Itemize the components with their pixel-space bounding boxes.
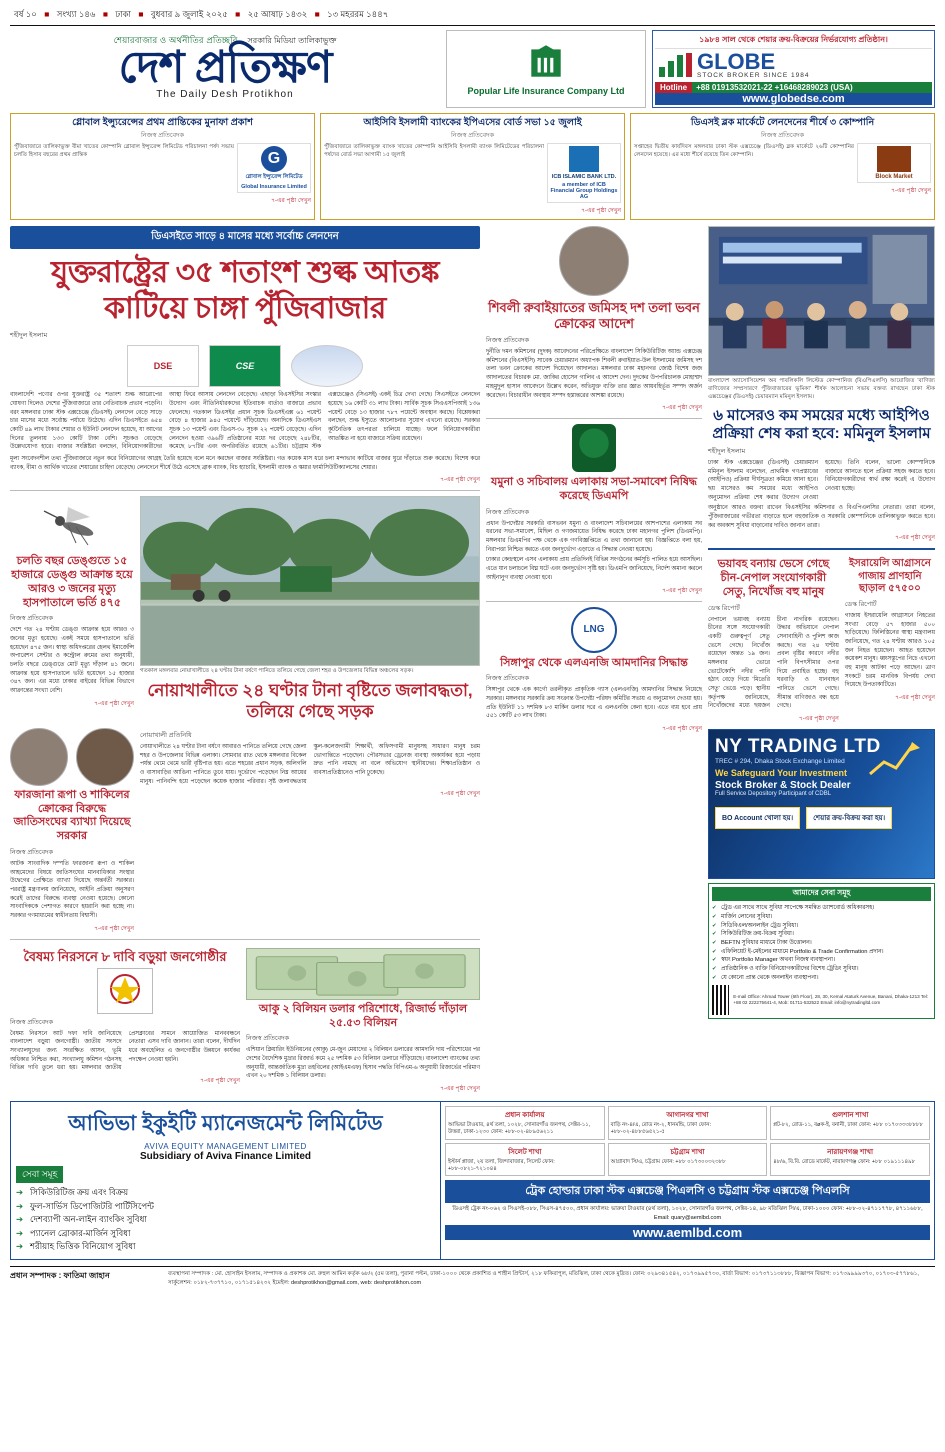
lng-more-link[interactable]: ৭-এর পৃষ্ঠা দেখুন [662,726,702,733]
lead-body: বাংলাদেশি পণ্যের ওপর যুক্তরাষ্ট্র ৩৫ শতাংশ শুল্ক আরোপের ঘোষণা দিলেও দেশের পুঁজিবাজারে তার নেতিবাচক প্রভাব পড়েনি। বরং মঙ্গলবার ঢাকা স্টক এক্সচেঞ্জে (ডিএসই) লেনদেন বেড়ে সাড়ে চার মাসের মধ্যে সর্বোচ্চ পর্যায়ে উঠেছে। এদিন ডিএসইতে ৬৫৪ কোটি ৪৯ লাখ টাকার শেয়ার ও ইউনিট লেনদেন হয়েছে, যা আগের দিনের তুলনায় ১৩৩ কোটি টাকা বেশি। সূচকও বেড়েছে উল্লেখযোগ্য হারে। বাজার সংশ্লিষ্টরা বলছেন, বিনিয়োগকারীদের আস্থা ফিরে আসায় লেনদেন বেড়েছে। এছাড়া বিএসইসির সংস্কার উদ্যোগ এবং নীতিনির্ধারকদের ইতিবাচক বার্তাও বাজারে প্রভাব ফেলেছে। গতকাল ডিএসইর প্রধান সূচক ডিএসইএক্স ৬১ পয়েন্ট বেড়ে ৪ হাজার ৯৪৫ পয়েন্টে দাঁড়িয়েছে। অন্যদিকে ডিএসইএস সূচক ১৩ পয়েন্ট এবং ডিএস-৩০ সূচক ২২ পয়েন্ট বেড়েছে। এদিন লেনদেন হওয়া ৩৯৬টি প্রতিষ্ঠানের মধ্যে দর বেড়েছে ২৪৮টির, কমেছে ৮৭টির এবং অপরিবর্তিত রয়েছে ৬১টির। চট্টগ্রাম স্টক এক্সচেঞ্জেও (সিএসই) একই চিত্র দেখা গেছে। সিএসইতে লেনদেন হয়েছে ১৬ কোটি ৩১ লাখ টাকা। সার্বিক সূচক সিএএসপিআই ১৩৬ পয়েন্ট বেড়ে ১৩ হাজার ৭৮৭ পয়েন্টে অবস্থান করছে। বিশ্লেষকরা বলছেন, শুল্ক ইস্যুতে আলোচনার সুযোগ এখনো রয়েছে। সরকার কূটনৈতিক তৎপরতা চালিয়ে যাচ্ছে। ফলে বিনিয়োগকারীরা আতঙ্কিত না হয়ে বাজারে সক্রিয় রয়েছেন। [10,392,480,451]
ad-ny-address: E-mail Office: Ahmad Tower (6th Floor), 28, 30, Kemal Ataturk Avenue, Banani, Dhaka-1213 Tel: +88 02 222275641-4, Mob: 01711-532522 Email: info@nytradingltd.com [733,993,929,1006]
branch-name: আগানগর শাখা [666,1112,709,1120]
branch-address: ইস্টার্ন প্লাজা, ২য় তলা, জিন্দাবাজার, সিলেট ফোন: +৮৮-০৮২১-৭২১০৪৪ [448,1158,555,1172]
branch-address: আগ্রাবাদ সি/এ, চট্টগ্রাম ফোন: +৮৮ ০১৭৩০০৩২৩৮৮ [610,1158,726,1165]
mosquito-svg-icon [32,499,112,549]
lead-byline: শহীদুল ইসলাম [10,332,48,340]
branch-address: বাড়ি নং-৪/এ, রোড নং-২, ধানমন্ডি, ঢাকা ফোন: +৮৮-০২-৪৮৮৫৬৫২১-৫ [610,1122,712,1136]
page-title: দেশ প্রতিক্ষণ [118,43,332,92]
sep-3: ■ [138,9,144,19]
lead-headline: যুক্তরাষ্ট্রের ৩৫ শতাংশ শুল্ক আতঙ্ক কাটিয়ে চাঙ্গা পুঁজিবাজার [50,256,439,325]
branch-name: চট্টগ্রাম শাখা [670,1148,705,1156]
bar-chart-icon [659,53,693,77]
reserve-more-link[interactable]: ৭-এর পৃষ্ঠা দেখুন [440,1086,480,1093]
lng-headline: সিঙ্গাপুর থেকে এলএনজি আমদানির সিদ্ধান্ত [500,656,688,669]
issue-line [10,6,935,26]
women-more-link[interactable]: ৭-এর পৃষ্ঠা দেখুন [94,925,134,932]
demand-headline: বৈষম্য নিরসনে ৮ দাবি বড়ুয়া জনগোষ্ঠীর [23,948,227,964]
gaza-body: গাজায় ইসরায়েলি আগ্রাসনে নিহতের সংখ্যা বেড়ে ৫৭ হাজার ৫০০ ছাড়িয়েছে। ফিলিস্তিনের স্বাস্থ্য মন্ত্রণালয় জানিয়েছে, গত ২৪ ঘণ্টায় আরও ১০৫ জন নিহত হয়েছেন। আহত হয়েছেন কয়েকশ মানুষ। ধ্বংসস্তূপের নিচে এখনো বহু মানুষ আটকা পড়ে আছেন। ত্রাণ সংকটে চরম মানবিক বিপর্যয় দেখা দিয়েছে উপত্যকাটিতে। [844,612,935,689]
global-insurance-name-en: Global Insurance Limited [241,184,307,191]
flood-nepal-byline: ডেস্ক রিপোর্ট [708,604,740,612]
lead-body-2: মূল্য সংবেদনশীল তথ্য পুঁজিবাজারে নতুন করে বিনিয়োগের আগ্রহ তৈরি হয়েছে বলে মনে করছেন বাজার সংশ্লিষ্টরা। গত কয়েক মাস ধরে চলা মন্দাভাব কাটিয়ে বাজার ঘুরে দাঁড়াতে শুরু করেছে। বিশেষ করে ব্যাংক, বীমা ও আর্থিক খাতের শেয়ারের চাহিদা বেড়েছে। লেনদেনে শীর্ষে উঠে এসেছে ব্রাক ব্যাংক, বিচ হ্যাচারি, ইসলামী ব্যাংক ও স্কয়ার ফার্মাসিউটিক্যালসের শেয়ার। [10,455,480,471]
column-left [10,226,480,1094]
divider [486,601,702,602]
lng-body: সিঙ্গাপুর থেকে এক কার্গো তরলীকৃত প্রাকৃতিক গ্যাস (এলএনজি) আমদানির সিদ্ধান্ত নিয়েছে সরকার। মঙ্গলবার সরকারি ক্রয় সংক্রান্ত উপদেষ্টা পরিষদ কমিটির সভায় এ অনুমোদন দেওয়া হয়। প্রতি ইউনিট ১১ দশমিক ৮৩ মার্কিন ডলার দরে এ এলএনজি কেনা হবে। এতে ব্যয় হবে প্রায় ৫৫১ কোটি ৫৩ লাখ টাকা। [486,687,702,720]
branch-address: ৪৮/৬, বি.বি. রোডে মার্কেট, নারায়ণগঞ্জ ফোন: +৮৮ ০১৯১১১৪৯৮ [773,1158,916,1165]
icb-bank-member-note: a member of ICB Financial Group Holdings AG [550,182,618,201]
issue-number: সংখ্যা ১৪৬ [56,9,96,19]
dengue-more-link[interactable]: ৭-এর পৃষ্ঠা দেখুন [94,700,134,707]
shibli-body: দুর্নীতি দমন কমিশনের (দুদক) আবেদনের পরিপ্রেক্ষিতে বাংলাদেশ সিকিউরিটিজ অ্যান্ড এক্সচেঞ্জ কমিশনের (বিএসইসি) সাবেক চেয়ারম্যান অধ্যাপক শিবলী রুবাইয়াত-উল ইসলামের জমিসহ দশ তলা ভবন ক্রোকের আদেশ দিয়েছেন আদালত। মঙ্গলবার ঢাকা মহানগর জ্যেষ্ঠ বিশেষ জজ আদালতের বিচারক মো. জাকির হোসেন গালিব এ আদেশ দেন। দুদকের উপপরিচালক মোহাম্মদ মাহমুদুল হাসান আবেদনে উল্লেখ করেন, অভিযুক্ত ব্যক্তি তার জ্ঞাত আয়বহির্ভূত সম্পদ অর্জন করেছেন। বিচারাধীন অবস্থায় সম্পদ হস্তান্তরের আশঙ্কা রয়েছে। [486,349,702,399]
lng-byline: নিজস্ব প্রতিবেদক [486,675,530,683]
column-middle [486,226,702,1094]
shibli-headline: শিবলী রুবাইয়াতের জমিসহ দশ তলা ভবন ক্রোকের আদেশ [488,300,700,332]
brief-headline: গ্লোবাল ইন্স্যুরেন্সের প্রথম প্রান্তিকের মুনাফা প্রকাশ [72,116,253,128]
main-content [10,226,935,1094]
icb-square-icon [569,146,599,172]
editor-line: প্রধান সম্পাদক : ফাতিমা জাহান [10,1270,110,1280]
dollar-notes-art [247,949,479,999]
divider [10,939,480,940]
brief-body: পুঁজিবাজারে তালিকাভুক্ত বীমা খাতের কোম্পানি গ্লোবাল ইন্স্যুরেন্স লিমিটেড পরিচালনা পর্ষদ সভায় চলতি হিসাব বছরের প্রথম প্রান্তিক [14,144,234,159]
demand-body: বৈষম্য নিরসনে আট দফা দাবি জানিয়েছে বাংলাদেশ বড়ুয়া জনগোষ্ঠী। জাতীয় সংসদে সংখ্যালঘুদের জন্য সংরক্ষিত আসন, ভূমি অধিকার নিশ্চিত করা, সংখ্যালঘু কমিশন গঠনসহ বিভিন্ন দাবি তুলে ধরা হয়। মঙ্গলবার জাতীয় প্রেসক্লাবের সামনে আয়োজিত মানববন্ধনে নেতারা এসব দাবি জানান। তারা বলেন, দীর্ঘদিন ধরে অবহেলিত এ জনগোষ্ঠীর উন্নয়নে কার্যকর পদক্ষেপ নেওয়া হয়নি। [10,1030,240,1072]
flood-photo-caption: গতকাল মঙ্গলবার নোয়াখালীতে ২৪ ঘণ্টার টানা বর্ষণে পানিতে তলিয়ে গেছে জেলা শহর ও উপজেলার বিভিন্ন অঞ্চলের সড়ক। [140,668,414,675]
reserve-article [246,945,480,1094]
ad-aviva-subtitle: Subsidiary of Aviva Finance Limited [140,1151,311,1163]
dmp-body-2: ঢাকার কেন্দ্রস্থলে এসব এলাকায় প্রায় প্রতিদিনই বিভিন্ন সংগঠনের কর্মসূচি পালিত হয়ে আসছিল। এতে যান চলাচলে বিঘ্ন ঘটে এবং জনদুর্ভোগ সৃষ্টি হয়। ডিএমপি জানিয়েছে, নির্দেশ অমান্য করলে আইনানুগ ব্যবস্থা নেওয়া হবে। [486,557,702,581]
brief-byline: নিজস্ব প্রতিবেদক [140,132,185,140]
divider [486,418,702,419]
ad-globe-securities[interactable] [652,30,935,108]
ad-popular-life[interactable] [446,30,646,108]
ad-aviva-trec-bar: ট্রেক হোল্ডার ঢাকা স্টক এক্সচেঞ্জ পিএলসি ও চট্টগ্রাম স্টক এক্সচেঞ্জ পিএলসি [445,1180,930,1203]
service-item: ✔ সিডিবিএল/অনলাইন ট্রেড সুবিধা। [712,922,931,931]
service-item: ➔ ফুল-সার্ভিস ডিপোজিটরি পার্টিসিপেন্ট [16,1200,435,1214]
branch-item [608,1106,768,1140]
ad-ny-role: Stock Broker & Stock Dealer [715,780,851,792]
ipo-body: ঢাকা স্টক এক্সচেঞ্জের (ডিএসই) চেয়ারম্যান মমিনুল ইসলাম বলেছেন, প্রাথমিক গণপ্রস্তাবের (আইপিও) প্রক্রিয়া দীর্ঘসূত্রতা কমিয়ে আনা হবে। ছয় মাসেরও কম সময়ের মধ্যে আইপিও অনুমোদন প্রক্রিয়া শেষ করার উদ্যোগ নেওয়া হয়েছে। তিনি বলেন, ভালো কোম্পানিকে বাজারে আনতে হলে প্রক্রিয়া সহজ করতে হবে। বিনিয়োগকারীদের স্বার্থ রক্ষা করেই এ উদ্যোগ নেওয়া হচ্ছে। [708,459,935,501]
sep-2: ■ [102,9,108,19]
branch-address: প্লট-৮২, রোড-১১, বøক-ই, বনানী, ঢাকা ফোন: +৮৮ ০১৭০৩৩৩৮৮৮৮ [773,1122,923,1129]
branch-item [770,1106,930,1140]
ad-globe-hotline-value: +88 01913532021-22 +16468289023 (USA) [696,82,853,92]
service-item: ✔ স্বয়ং Portfolio Manager অথবা নিজস্ব ব্যবস্থাপনা। [712,956,931,965]
issue-date-bs: ২৫ আষাঢ় ১৪৩২ [247,9,308,19]
branch-item [445,1106,605,1140]
masthead-tagline: শেয়ারবাজার ও অর্থনীতির প্রতিচ্ছবি [113,35,238,45]
block-market-icon [877,146,911,172]
issue-place: ঢাকা [115,9,132,19]
brief-body: পুঁজিবাজারে তালিকাভুক্ত ব্যাংক খাতের কোম্পানি আইসিবি ইসলামী ব্যাংক লিমিটেডের পরিচালনা পর্ষদের বোর্ড সভা আগামী ১৫ জুলাই [324,144,544,159]
demand-more-link[interactable]: ৭-এর পৃষ্ঠা দেখুন [200,1078,240,1085]
global-insurance-letter-icon: G [261,146,287,172]
service-item: ✔ সিকিউরিটিজ ক্রয়-বিক্রয় সুবিধা। [712,930,931,939]
gaza-headline: ইসরায়েলি আগ্রাসনে গাজায় প্রাণহানি ছাড়াল ৫৭৫০০ [848,558,931,595]
icb-bank-name: ICB ISLAMIC BANK LTD. [551,174,617,181]
demand-byline: নিজস্ব প্রতিবেদক [10,1018,54,1026]
conference-caption: বাংলাদেশ অ্যাসোসিয়েশন অব পাবলিকলি লিস্টেড কোম্পানিজ (বিএপিএলসি) আয়োজিত ‘বাণিজ্য বাণিজ্যের সম্প্রসারণে পুঁজিবাজারের ভূমিকা’ শীর্ষক আলোচনা সভায় বক্তব্য রাখছেন ঢাকা স্টক এক্সচেঞ্জের (ডিএসই) চেয়ারম্যান মমিনুল ইসলাম। [708,378,935,401]
masthead-govt-note: সরকারি মিডিয়া তালিকাভুক্ত [247,35,337,45]
ad-ny-trading[interactable] [708,729,935,879]
issue-date-hijri: ১৩ মহররম ১৪৪৭ [327,9,389,19]
icb-bank-logo [547,143,621,203]
noakhali-more-link[interactable]: ৭-এর পৃষ্ঠা দেখুন [440,791,480,798]
ad-ny-bo-account-button[interactable]: BO Account খোলা হয়। [715,807,800,829]
masthead [10,30,935,108]
ipo-headline: ৬ মাসেরও কম সময়ের মধ্যে আইপিও প্রক্রিয়া শেষ করা হবে: মমিনুল ইসলাম [712,406,931,442]
shibli-byline: নিজস্ব প্রতিবেদক [486,337,530,345]
dengue-byline: নিজস্ব প্রতিবেদক [10,615,54,623]
flood-nepal-body: নেপালে ভয়াবহ বন্যায় চীনের সঙ্গে সংযোগকারী একটি গুরুত্বপূর্ণ সেতু ভেসে গেছে। নিখোঁজ রয়েছেন অন্তত ১৯ জন। মঙ্গলবার ভোরে ভোটেকোশি নদীর পানি হঠাৎ বেড়ে গিয়ে ‘মিতেরি সেতু’ ভেঙে পড়ে। স্থানীয় কর্তৃপক্ষ জানিয়েছে, নিখোঁজদের মধ্যে ছয়জন চীনা নাগরিক রয়েছেন। উদ্ধার অভিযানে নেপাল সেনাবাহিনী ও পুলিশ কাজ করছে। গত ২৪ ঘণ্টায় প্রবল বৃষ্টির কারণে নদীর পানি বিপৎসীমার ওপর দিয়ে প্রবাহিত হচ্ছে। বহু ঘরবাড়ি ও যানবাহন পানিতে ভেসে গেছে। সীমান্ত বাণিজ্যও বন্ধ হয়ে গেছে। [708,616,839,710]
service-item: ✔ এফিলিয়েট ই-মেইলের মাধ্যমে Portfolio & Trade Confirmation প্রদান। [712,948,931,957]
masthead-title-block [10,30,440,108]
branch-grid [445,1106,930,1176]
ad-ny-fullservice: Full Service Depository Participant of CDBL [715,791,832,798]
ad-ny-services-list [712,904,931,982]
sep-5: ■ [314,9,320,19]
block-market-name: Block Market [875,174,913,181]
ad-aviva-left [11,1102,441,1259]
demand-article [10,945,240,1094]
divider [708,548,935,550]
service-item: ✔ BEFTN সুবিধার মাধ্যমে টাকা উত্তোলন। [712,939,931,948]
brief-icb-islamic-bank [320,113,625,221]
ad-aviva-services-label: সেবা সমূহ [16,1166,63,1183]
ipo-more-link[interactable]: ৭-এর পৃষ্ঠা দেখুন [895,535,935,542]
ad-globe-url[interactable]: www.globedse.com [655,93,932,105]
qr-code-icon[interactable] [712,985,729,1015]
reserve-byline: নিজস্ব প্রতিবেদক [246,1035,290,1043]
cse-logo-icon: CSE [209,345,281,387]
ad-globe-wordmark [697,51,809,80]
women-body: আটক সাংবাদিক দম্পতি ফারজানা রূপা ও শাকিল আহমেদের বিষয়ে জাতিসংঘের মানবাধিকার সংস্থার উদ্বেগের প্রেক্ষিতে ব্যাখ্যা দিয়েছে অন্তর্বর্তী সরকার। পররাষ্ট্র মন্ত্রণালয় জানিয়েছে, আইনি প্রক্রিয়া অনুসরণ করেই তাদের বিরুদ্ধে ব্যবস্থা নেওয়া হয়েছে। কোনো সাংবাদিককে পেশাগত কারণে হয়রানি করা হচ্ছে না। সরকার গণমাধ্যমের স্বাধীনতায় বিশ্বাসী। [10,860,134,920]
ad-aviva-equity[interactable] [10,1101,935,1260]
issue-date: বুধবার ৯ জুলাই ২০২৫ [150,9,228,19]
brief-byline: নিজস্ব প্রতিবেদক [450,132,495,140]
brief-body: সপ্তাহের দ্বিতীয় কার্যদিবস মঙ্গলবার ঢাকা স্টক এক্সচেঞ্জে (ডিএসই) ব্লক মার্কেটে ২৬টি কোম্পানির লেনদেন হয়েছে। এর মধ্যে শীর্ষে রয়েছে তিন কোম্পানি। [634,144,854,159]
sep-4: ■ [235,9,241,19]
service-item: ✔ ট্রেড এর সাথে সাথে সুবিধা সাপেক্ষে সমন্বিত ড্যাশবোর্ড অধিকারসহ। [712,904,931,913]
dengue-article [10,496,134,725]
branch-name: নারায়ণগঞ্জ শাখা [827,1148,873,1156]
conference-photo-art [709,227,934,375]
reserve-body: এশিয়ান ক্লিয়ারিং ইউনিয়নের (আকু) মে-জুন মেয়াদের ২ বিলিয়ন ডলারের আমদানি দায় পরিশোধের পর দেশের বৈদেশিক মুদ্রার রিজার্ভ কমে ২৫ দশমিক ৫৩ বিলিয়ন ডলারে দাঁড়িয়েছে। বাংলাদেশ ব্যাংকের তথ্য অনুযায়ী, আন্তর্জাতিক মুদ্রা তহবিলের (আইএমএফ) হিসাব পদ্ধতি বিপিএম-৬ অনুযায়ী রিজার্ভের পরিমাণ এখন ২০ দশমিক ১ বিলিয়ন ডলার। [246,1047,480,1080]
brief-more-link[interactable]: ৭-এর পৃষ্ঠা দেখুন [271,198,311,205]
column-right [708,226,935,1094]
ad-ny-services [708,883,935,1019]
service-item: ✔ যে কোনো প্রান্ত থেকে অনলাইন ব্যবস্থাপনা। [712,974,931,983]
branch-name: প্রধান কার্যালয় [505,1112,545,1120]
dengue-headline: চলতি বছর ডেঙ্গুতে ১৫ হাজারে ডেঙ্গু আক্রান্ত হয়ে আরও ৩ জনের মৃত্যু হাসপাতালে ভর্তি ৪৭৫ [11,555,133,609]
bangladesh-emblem-icon [572,424,616,472]
brief-headline: ডিএসই ব্লক মার্কেটে লেনদেনের শীর্ষে ৩ কোম্পানি [690,116,875,128]
flood-nepal-more-link[interactable]: ৭-এর পৃষ্ঠা দেখুন [798,716,839,723]
branch-item [770,1143,930,1177]
flood-photo-art [141,497,479,665]
ad-globe-word-sub: STOCK BROKER SINCE 1984 [697,72,810,79]
brief-more-link[interactable]: ৭-এর পৃষ্ঠা দেখুন [581,208,621,215]
sep-1: ■ [44,9,50,19]
service-item: ➔ দেশব্যাপী অন-লাইন ব্যাংকিং সুবিধা [16,1213,435,1227]
service-item: ✔ প্রাতিষ্ঠানিক ও ব্যক্তি বিনিয়োগকারীদের বিশেষ ট্রেডিং সুবিধা। [712,965,931,974]
flood-photo [140,496,480,666]
flood-nepal-headline: ভয়াবহ বন্যায় ভেসে গেছে চীন-নেপাল সংযোগকারী সেতু, নিখোঁজ বহু মানুষ [717,558,830,598]
ad-globe-tagline: ১৯৮৪ সাল থেকে শেয়ার ক্রয়-বিক্রয়ের নির্ভরযোগ্য প্রতিষ্ঠান। [655,33,932,49]
dmp-byline: নিজস্ব প্রতিবেদক [486,508,530,516]
branch-name: গুলশান শাখা [831,1112,869,1120]
baruya-logo-icon [97,968,153,1014]
ad-aviva-title-bn: আভিভা ইকুইটি ম্যানেজমেন্ট লিমিটেড [68,1112,383,1136]
noakhali-photo-block [140,496,480,725]
brief-more-link[interactable]: ৭-এর পৃষ্ঠা দেখুন [891,188,931,195]
ad-globe-hotline [655,82,932,93]
ipo-byline: শহীদুল ইসলাম [708,447,746,455]
ad-aviva-services-list [16,1186,435,1254]
portrait-avatar [76,728,134,786]
service-item: ➔ সিকিউরিটিজ ক্রয় এবং বিক্রয় [16,1186,435,1200]
dse-logo-icon: DSE [127,345,199,387]
baruya-emblem-svg [100,971,150,1011]
brief-news-row [10,113,935,221]
flood-nepal-article [708,555,839,724]
conference-photo [708,226,935,376]
noakhali-headline: নোয়াখালীতে ২৪ ঘণ্টার টানা বৃষ্টিতে জলাবদ্ধতা, তলিয়ে গেছে সড়ক [147,681,473,721]
reserve-headline: আকু ২ বিলিয়ন ডলার পরিশোধে, রিজার্ভ দাঁড়াল ২৫.৫৩ বিলিয়ন [258,1002,468,1029]
exchange-logos [10,345,480,387]
ad-ny-safe-slogan: We Safeguard Your Investment [715,768,848,779]
dollar-notes-photo [246,948,480,1000]
brief-headline: আইসিবি ইসলামী ব্যাংকের ইপিএসের বোর্ড সভা ১৫ জুলাই [363,116,582,128]
gaza-byline: ডেস্ক রিপোর্ট [844,600,877,608]
brief-block-market [630,113,935,221]
women-portraits [10,728,134,786]
mosquito-icon [10,496,134,552]
branch-address: আভিভা টাওয়ার, ৪র্থ তলা, ১০২৮, সোনারগাঁও জনপথ, সেক্টর-১১, উত্তরা, ঢাকা-১২৩০ ফোন: +৮৮-০২-৪৮৯৫৬২১১ [448,1122,591,1136]
shibli-portrait-avatar [559,226,629,296]
ad-globe-hotline-label: Hotline [655,82,692,93]
ad-ny-trade-button[interactable]: শেয়ার ক্রয়-বিক্রয় করা হয়। [806,807,892,829]
ad-globe-word: GLOBE [697,49,776,74]
service-item: ➔ প্যানেল ব্রোকার-মার্জিন সুবিধা [16,1227,435,1241]
ipo-body-2: অনুষ্ঠানে আরও বক্তব্য রাখেন বিএসইসির কমিশনার ও বিএপিএলসির নেতারা। তারা বলেন, পুঁজিবাজারের গভীরতা বাড়াতে হলে বহুজাতিক ও সরকারি কোম্পানিকে তালিকাভুক্ত করতে হবে। কর অবকাশ সুবিধা বাড়ানোর দাবিও জানান তারা। [708,505,935,529]
block-market-logo [857,143,931,183]
women-article [10,728,134,934]
noakhali-article [140,728,480,934]
ad-ny-title: NY TRADING LTD [715,736,881,758]
ad-aviva-address: ডিএসই ট্রেক নং-০৬২ ও সিএসই-০৮৮, সিএস-৪৭৫০০, প্রধান কার্যালয়: ভারুয়া টাওয়ার (৪র্থ তলা), ১০২৮, সোনারগাঁও জনপথ, সেক্টর-১৪, ৯৮ মতিঝিল সি/এ, ঢাকা-১০০০ ফোন: +৮৮-০২-৪৭১১৭৭৮, ৪৭১১৬৮৮, Email: quary@aemlbd.com [452,1206,923,1221]
gaza-more-link[interactable]: ৭-এর পৃষ্ঠা দেখুন [895,695,935,702]
dmp-more-link[interactable]: ৭-এর পৃষ্ঠা দেখুন [662,587,702,594]
noakhali-byline: নোয়াখালী প্রতিনিধি [140,731,192,739]
ad-aviva-title-en: AVIVA EQUITY MANAGEMENT LIMITED [144,1142,307,1152]
branch-item [608,1143,768,1177]
lng-logo-icon: LNG [571,607,617,653]
ad-popular-life-name: Popular Life Insurance Company Ltd [467,86,625,97]
page-footer [10,1266,935,1287]
usa-emblem-icon [291,345,363,387]
dmp-headline: যমুনা ও সচিবালয় এলাকায় সভা-সমাবেশ নিষিদ্ধ করেছে ডিএমপি [491,476,697,502]
global-insurance-logo [237,143,311,193]
portrait-avatar [10,728,68,786]
popular-life-logo-icon [525,41,567,83]
divider [10,490,480,491]
noakhali-body: নোয়াখালীতে ২৪ ঘণ্টার টানা বর্ষণে আবারও পানিতে তলিয়ে গেছে জেলা শহর ও উপজেলার বিভিন্ন এলাকা। সোমবার রাত থেকে মঙ্গলবার বিকেল পর্যন্ত থেমে থেমে ভারী বৃষ্টিপাত হয়। এতে শহরের প্রধান সড়ক, অলিগলি ও বাসাবাড়ির আঙিনা পানিতে ডুবে যায়। দুর্ভোগে পড়েছেন নিম্ন আয়ের মানুষ। পানিবন্দি হয়ে পড়েছেন কয়েক হাজার পরিবার। সৃষ্ট জলাবদ্ধতায় স্কুল-কলেজগামী শিক্ষার্থী, অফিসগামী মানুষসহ সাধারণ মানুষ চরম ভোগান্তিতে পড়েছেন। পৌরসভার ড্রেনেজ ব্যবস্থা অকার্যকর হয়ে পড়ায় দ্রুত পানি নামছে না বলে অভিযোগ স্থানীয়দের। শিক্ষাপ্রতিষ্ঠান ও ব্যবসাপ্রতিষ্ঠানেও পানি ঢুকেছে। [140,743,480,785]
gaza-article [845,555,935,724]
ad-aviva-right [441,1102,934,1259]
dmp-body: প্রধান উপদেষ্টার সরকারি বাসভবন যমুনা ও বাংলাদেশ সচিবালয়ের আশপাশের এলাকায় সব ধরনের সভা-সমাবেশ, মিছিল ও গণজমায়েত নিষিদ্ধ করেছে ঢাকা মহানগর পুলিশ (ডিএমপি)। মঙ্গলবার ডিএমপির পক্ষ থেকে এক গণবিজ্ঞপ্তিতে এ তথ্য জানানো হয়। বিজ্ঞপ্তিতে বলা হয়, নিরাপত্তা নিশ্চিত করতে এবং জনদুর্ভোগ এড়াতে এ সিদ্ধান্ত নেওয়া হয়েছে। [486,520,702,553]
shibli-more-link[interactable]: ৭-এর পৃষ্ঠা দেখুন [662,405,702,412]
lead-ribbon: ডিএসইতে সাড়ে ৪ মাসের মধ্যে সর্বোচ্চ লেনদেন [10,226,480,249]
service-item: ➔ শরীয়াহ ভিত্তিক বিনিয়োগ সুবিধা [16,1240,435,1254]
issue-year: বর্ষ ১০ [14,9,37,19]
ad-ny-trec: TREC # 294, Dhaka Stock Exchange Limited [715,758,845,766]
growth-arrow-icon [866,738,926,778]
dengue-body: দেশে গত ২৪ ঘণ্টায় ডেঙ্গু আক্রান্ত হয়ে আরও ৩ জনের মৃত্যু হয়েছে। একই সময়ে হাসপাতালে ভর্তি হয়েছেন ৪৭৫ জন। স্বাস্থ্য অধিদপ্তরের হেলথ ইমার্জেন্সি অপারেশন সেন্টার ও কন্ট্রোল রুমের তথ্য অনুযায়ী, চলতি বছরে ডেঙ্গুতে মোট মৃত্যু দাঁড়াল ৪১ জনে। আক্রান্ত হয়ে হাসপাতালে ভর্তি হয়েছেন ১৫ হাজার ৩৪৭ জন। এর মধ্যে ঢাকার বাইরের বিভিন্ন বিভাগে আক্রান্তের সংখ্যা বেশি। [10,627,134,695]
lead-more-link[interactable]: ৭-এর পৃষ্ঠা দেখুন [440,477,480,484]
women-byline: নিজস্ব প্রতিবেদক [10,848,54,856]
brief-global-insurance [10,113,315,221]
ad-aviva-website[interactable]: www.aemlbd.com [445,1225,930,1240]
masthead-subtitle: The Daily Desh Protikhon [156,88,294,100]
branch-item [445,1143,605,1177]
brief-byline: নিজস্ব প্রতিবেদক [760,132,805,140]
global-insurance-name-bn: গ্লোবাল ইন্স্যুরেন্স লিমিটেড [245,174,303,181]
ad-ny-services-title: আমাদের সেবা সমূহ [712,887,931,901]
women-headline: ফারজানা রূপা ও শাকিলের ক্রোকের বিরুদ্ধে জাতিসংঘের ব্যাখ্যা দিয়েছে সরকার [13,788,131,843]
imprint-text: ব্যবস্থাপনা সম্পাদক : মো. হোসাইন ইসলাম, সম্পাদক ও প্রকাশক মো. রুহুল আমিন কর্তৃক ৬৮/২ (৫ম তলা), পুরানা পল্টন, ঢাকা-১০০০ থেকে প্রকাশিত ও শাহীন প্রিন্টার্স, ২১৮ ফকিরাপুল, মতিঝিল, ঢাকা থেকে মুদ্রিত। ফোন: ০২৯৩৪১৫৪২, ০১৭৩৯৯৫৭৩০, বার্তা বিভাগ: ০১৭৩৭১১৩৮৮৮, বিজ্ঞাপন বিভাগ: ০১৭৩৯৯৯৯৩৭০, ০১৭০৩-৫৭৭৮৬১, সার্কুলেশন: ০১৮২-৭৩৭৭১০, ০১৭১৫১৪২৩২ ইমেইল: deshprotikhon@gmail.com, web: deshprotikhon.com [168,1270,919,1286]
service-item: ✔ মার্জিন লোনের সুবিধা। [712,913,931,922]
branch-name: সিলেট শাখা [508,1148,542,1156]
